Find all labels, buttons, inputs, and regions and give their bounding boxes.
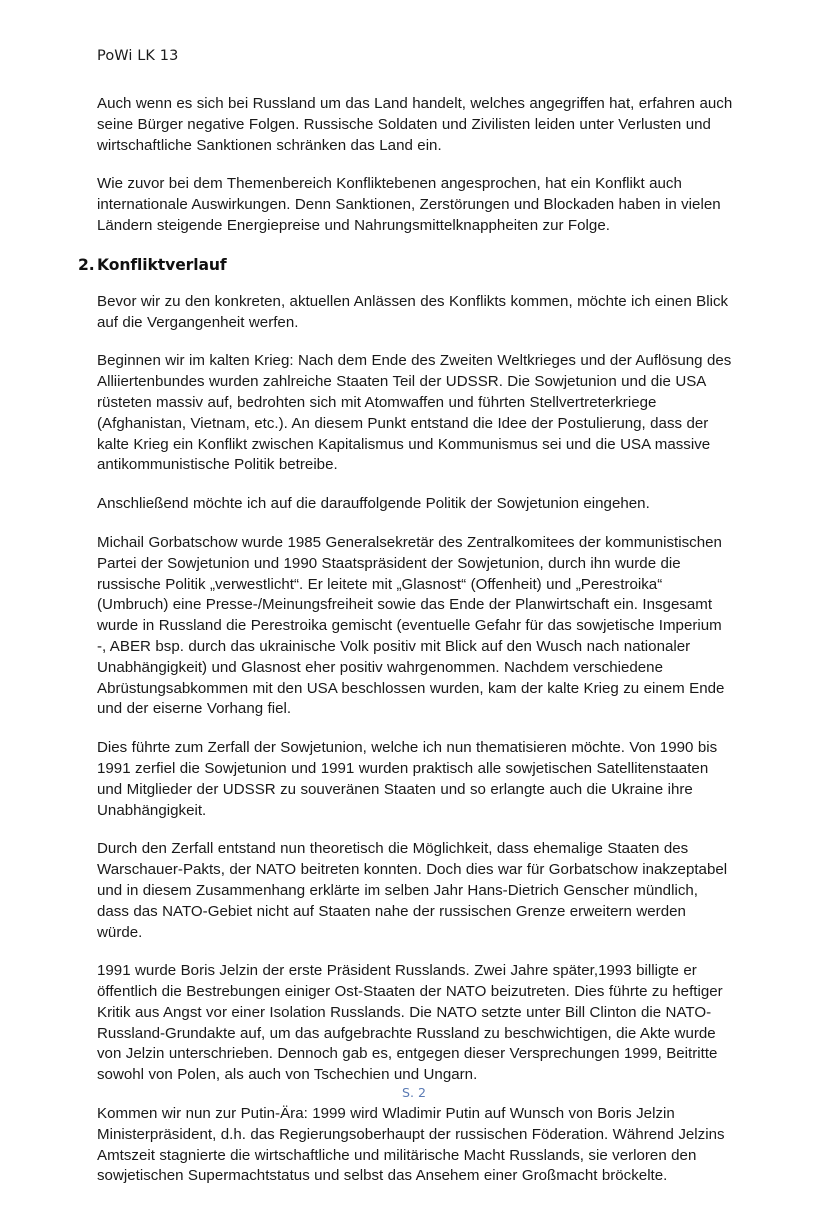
- paragraph-anschliessend: Anschließend möchte ich auf die darauffolgende Politik der Sowjetunion eingehen.: [97, 495, 650, 513]
- paragraph-zerfall: Dies führte zum Zerfall der Sowjetunion, welche ich nun thematisieren möchte. Von 1990 bis 1991 zerfiel die Sowjetunion und 1991 wurden praktisch alle sowjetischen Satellitenstaaten und Mitglieder der UDSSR zu souveränen Staaten und so erlangte auch die Ukraine ihre Unabhängigkeit.: [97, 739, 718, 819]
- page-number-footer: S. 2: [401, 1085, 426, 1100]
- paragraph-putin-aera: Kommen wir nun zur Putin-Ära: 1999 wird Wladimir Putin auf Wunsch von Boris Jelzin Ministerpräsident, d.h. das Regierungsoberhaupt der russischen Föderation. Während Jelzins Amtszeit stagnierte die wirtschaftliche und militärische Macht Russlands, sie verloren den sowjetischen Supermachtstatus und selbst das Ansehem einer Großmacht bröckelte.: [97, 1105, 725, 1185]
- document-body: [78, 94, 733, 1205]
- paragraph-blick-vergangenheit: Bevor wir zu den konkreten, aktuellen Anlässen des Konflikts kommen, möchte ich einen Blick auf die Vergangenheit werfen.: [97, 292, 729, 331]
- paragraph-kalter-krieg: Beginnen wir im kalten Krieg: Nach dem Ende des Zweiten Weltkrieges und der Auflösung des Alliiertenbundes wurden zahlreiche Staaten Teil der UDSSR. Die Sowjetunion und die USA rüsteten massiv auf, bedrohten sich mit Atomwaffen und führten Stellvertreterkriege (Afghanistan, Vietnam, etc.). An diesem Punkt entstand die Idee der Postulierung, dass der kalte Krieg ein Konflikt zwischen Kapitalismus und Kommunismus sei und die USA massive antikommunistische Politik betreibe.: [97, 352, 732, 474]
- document-header: PoWi LK 13: [97, 48, 179, 64]
- paragraph-jelzin: 1991 wurde Boris Jelzin der erste Präsident Russlands. Zwei Jahre später,1993 billigte er öffentlich die Bestrebungen einiger Ost-Staaten der NATO beizutreten. Dies führte zu heftiger Kritik aus Angst vor einer Isolation Russlands. Die NATO setzte unter Bill Clinton die NATO-Russland-Grundakte auf, um das aufgebrachte Russland zu beschwichtigen, die Akte wurde von Jelzin unterschrieben. Dennoch gab es, entgegen dieser Versprechungen 1999, Beitritte sowohl von Polen, als auch von Tschechien und Ungarn.: [97, 962, 723, 1084]
- paragraph-gorbatschow: Michail Gorbatschow wurde 1985 Generalsekretär des Zentralkomitees der kommunistischen Partei der Sowjetunion und 1990 Staatspräsident der Sowjetunion, durch ihn wurde die russische Politik „verwestlicht“. Er leitete mit „Glasnost“ (Offenheit) und „Perestroika“ (Umbruch) eine Presse-/Meinungsfreiheit sowie das Ende der Planwirtschaft ein. Insgesamt wurde in Russland die Perestroika gemischt (eventuelle Gefahr für das sowjetische Imperium -, ABER bsp. durch das ukrainische Volk positiv mit Blick auf den Wusch nach nationaler Unabhängigkeit) und Glasnost eher positiv wahrgenommen. Nachdem verschiedene Abrüstungsabkommen mit den USA beschlossen wurden, kam der kalte Krieg zu einem Ende und der eiserne Vorhang fiel.: [97, 533, 725, 718]
- section-heading-number: 2.: [78, 255, 95, 274]
- section-heading-konfliktverlauf: [78, 254, 733, 276]
- paragraph-internationale-auswirkungen: Wie zuvor bei dem Themenbereich Konfliktebenen angesprochen, hat ein Konflikt auch internationale Auswirkungen. Denn Sanktionen, Zerstörungen und Blockaden haben in vielen Ländern steigende Energiepreise und Nahrungsmittelknappheiten zur Folge.: [97, 175, 721, 234]
- section-heading-title: Konfliktverlauf: [97, 255, 227, 274]
- paragraph-warschauer-pakt: Durch den Zerfall entstand nun theoretisch die Möglichkeit, dass ehemalige Staaten des Warschauer-Pakts, der NATO beitreten konnten. Doch dies war für Gorbatschow inakzeptabel und in diesem Zusammenhang erklärte im selben Jahr Hans-Dietrich Genscher mündlich, dass das NATO-Gebiet nicht auf Staaten nahe der russischen Grenze erweitern werden würde.: [97, 840, 728, 941]
- paragraph-russland-buerger: Auch wenn es sich bei Russland um das Land handelt, welches angegriffen hat, erfahren auch seine Bürger negative Folgen. Russische Soldaten und Zivilisten leiden unter Verlusten und wirtschaftliche Sanktionen schränken das Land ein.: [97, 95, 733, 154]
